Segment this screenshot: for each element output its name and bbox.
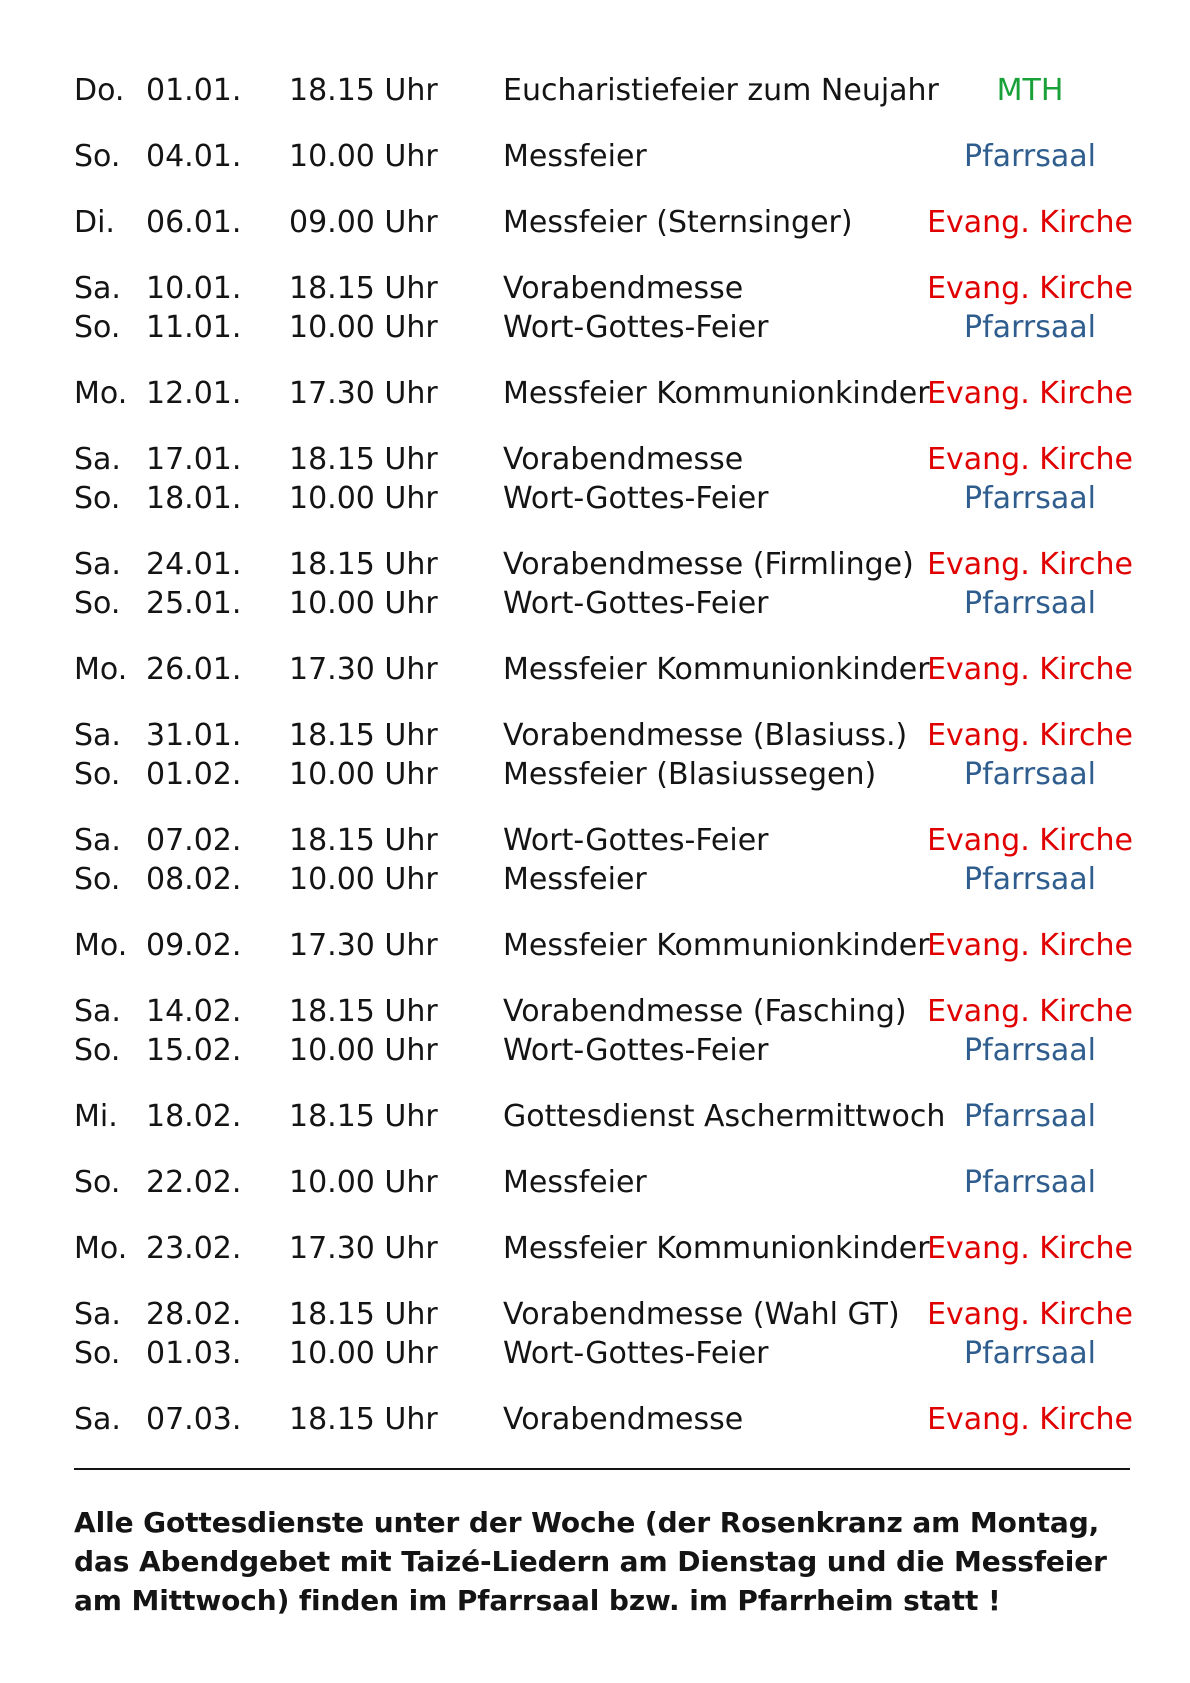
schedule-group [74, 71, 1134, 110]
date-cell: 07.03. [146, 1402, 242, 1437]
date-cell: 10.01. [146, 271, 242, 306]
schedule-group [74, 1400, 1134, 1439]
weekday-cell: So. [74, 586, 121, 621]
location-cell: Pfarrsaal [964, 586, 1096, 621]
event-cell: Eucharistiefeier zum Neujahr [503, 73, 939, 108]
weekday-cell: Mi. [74, 1099, 118, 1134]
location-cell: Evang. Kirche [927, 376, 1133, 411]
location-cell: Evang. Kirche [927, 205, 1133, 240]
time-cell: 17.30 Uhr [289, 376, 438, 411]
location-cell: Pfarrsaal [964, 1165, 1096, 1200]
schedule-group [74, 926, 1134, 965]
weekday-cell: Sa. [74, 1402, 121, 1437]
event-cell: Messfeier Kommunionkinder [503, 928, 930, 963]
schedule-group [74, 1229, 1134, 1268]
weekday-cell: So. [74, 1165, 121, 1200]
schedule-row [74, 1295, 1134, 1334]
date-cell: 31.01. [146, 718, 242, 753]
date-cell: 09.02. [146, 928, 242, 963]
weekday-cell: So. [74, 862, 121, 897]
weekday-cell: Mo. [74, 928, 128, 963]
schedule-row [74, 860, 1134, 899]
time-cell: 10.00 Uhr [289, 1336, 438, 1371]
schedule-row [74, 650, 1134, 689]
event-cell: Messfeier Kommunionkinder [503, 652, 930, 687]
service-schedule [74, 71, 1134, 1466]
time-cell: 09.00 Uhr [289, 205, 438, 240]
time-cell: 18.15 Uhr [289, 1402, 438, 1437]
date-cell: 14.02. [146, 994, 242, 1029]
event-cell: Wort-Gottes-Feier [503, 586, 769, 621]
weekday-cell: Mo. [74, 652, 128, 687]
schedule-row [74, 755, 1134, 794]
date-cell: 15.02. [146, 1033, 242, 1068]
weekday-cell: So. [74, 310, 121, 345]
time-cell: 17.30 Uhr [289, 1231, 438, 1266]
event-cell: Messfeier [503, 139, 647, 174]
schedule-group [74, 1163, 1134, 1202]
weekday-cell: Sa. [74, 994, 121, 1029]
weekday-cell: Sa. [74, 442, 121, 477]
time-cell: 18.15 Uhr [289, 1297, 438, 1332]
schedule-row [74, 71, 1134, 110]
event-cell: Vorabendmesse [503, 271, 744, 306]
weekday-cell: So. [74, 1033, 121, 1068]
location-cell: MTH [996, 73, 1064, 108]
location-cell: Pfarrsaal [964, 481, 1096, 516]
date-cell: 04.01. [146, 139, 242, 174]
schedule-row [74, 1229, 1134, 1268]
schedule-row [74, 1334, 1134, 1373]
location-cell: Evang. Kirche [927, 271, 1133, 306]
schedule-group [74, 137, 1134, 176]
divider-line [74, 1468, 1130, 1470]
event-cell: Vorabendmesse [503, 442, 744, 477]
event-cell: Messfeier [503, 1165, 647, 1200]
location-cell: Evang. Kirche [927, 442, 1133, 477]
weekday-cell: So. [74, 139, 121, 174]
event-cell: Messfeier (Sternsinger) [503, 205, 853, 240]
schedule-row [74, 1097, 1134, 1136]
event-cell: Vorabendmesse (Fasching) [503, 994, 907, 1029]
time-cell: 18.15 Uhr [289, 823, 438, 858]
schedule-row [74, 203, 1134, 242]
event-cell: Wort-Gottes-Feier [503, 1336, 769, 1371]
time-cell: 10.00 Uhr [289, 1165, 438, 1200]
location-cell: Evang. Kirche [927, 1231, 1133, 1266]
location-cell: Pfarrsaal [964, 1099, 1096, 1134]
schedule-group [74, 992, 1134, 1070]
date-cell: 11.01. [146, 310, 242, 345]
schedule-row [74, 1163, 1134, 1202]
date-cell: 17.01. [146, 442, 242, 477]
location-cell: Evang. Kirche [927, 1402, 1133, 1437]
date-cell: 23.02. [146, 1231, 242, 1266]
location-cell: Pfarrsaal [964, 1336, 1096, 1371]
schedule-row [74, 926, 1134, 965]
time-cell: 10.00 Uhr [289, 310, 438, 345]
event-cell: Messfeier [503, 862, 647, 897]
schedule-row [74, 308, 1134, 347]
location-cell: Evang. Kirche [927, 547, 1133, 582]
location-cell: Evang. Kirche [927, 823, 1133, 858]
schedule-row [74, 269, 1134, 308]
weekday-cell: Sa. [74, 1297, 121, 1332]
time-cell: 10.00 Uhr [289, 481, 438, 516]
schedule-row [74, 821, 1134, 860]
schedule-group [74, 650, 1134, 689]
weekday-cell: So. [74, 757, 121, 792]
time-cell: 17.30 Uhr [289, 652, 438, 687]
date-cell: 26.01. [146, 652, 242, 687]
date-cell: 28.02. [146, 1297, 242, 1332]
time-cell: 18.15 Uhr [289, 1099, 438, 1134]
location-cell: Pfarrsaal [964, 1033, 1096, 1068]
weekday-cell: Sa. [74, 547, 121, 582]
location-cell: Evang. Kirche [927, 718, 1133, 753]
time-cell: 10.00 Uhr [289, 586, 438, 621]
schedule-group [74, 1295, 1134, 1373]
event-cell: Wort-Gottes-Feier [503, 481, 769, 516]
event-cell: Wort-Gottes-Feier [503, 823, 769, 858]
event-cell: Wort-Gottes-Feier [503, 310, 769, 345]
schedule-row [74, 374, 1134, 413]
date-cell: 12.01. [146, 376, 242, 411]
schedule-row [74, 992, 1134, 1031]
location-cell: Evang. Kirche [927, 928, 1133, 963]
time-cell: 18.15 Uhr [289, 271, 438, 306]
weekday-cell: Di. [74, 205, 115, 240]
schedule-group [74, 203, 1134, 242]
date-cell: 24.01. [146, 547, 242, 582]
time-cell: 10.00 Uhr [289, 862, 438, 897]
date-cell: 22.02. [146, 1165, 242, 1200]
location-cell: Pfarrsaal [964, 139, 1096, 174]
schedule-row [74, 545, 1134, 584]
date-cell: 01.01. [146, 73, 242, 108]
weekday-cell: Sa. [74, 718, 121, 753]
date-cell: 07.02. [146, 823, 242, 858]
event-cell: Vorabendmesse (Firmlinge) [503, 547, 914, 582]
time-cell: 18.15 Uhr [289, 73, 438, 108]
schedule-group [74, 374, 1134, 413]
time-cell: 10.00 Uhr [289, 139, 438, 174]
date-cell: 08.02. [146, 862, 242, 897]
location-cell: Pfarrsaal [964, 757, 1096, 792]
schedule-row [74, 137, 1134, 176]
schedule-row [74, 716, 1134, 755]
time-cell: 10.00 Uhr [289, 1033, 438, 1068]
date-cell: 18.02. [146, 1099, 242, 1134]
time-cell: 18.15 Uhr [289, 994, 438, 1029]
location-cell: Pfarrsaal [964, 310, 1096, 345]
footnote-text: Alle Gottesdienste unter der Woche (der Rosenkranz am Montag, das Abendgebet mit Taizé-Liedern am Dienstag und die Messfeier am Mittwoch) finden im Pfarrsaal bzw. im Pfarrheim statt ! [74, 1506, 1107, 1617]
event-cell: Vorabendmesse (Blasiuss.) [503, 718, 908, 753]
schedule-row [74, 479, 1134, 518]
location-cell: Evang. Kirche [927, 994, 1133, 1029]
weekday-cell: Mo. [74, 1231, 128, 1266]
weekday-cell: Do. [74, 73, 125, 108]
date-cell: 06.01. [146, 205, 242, 240]
schedule-group [74, 545, 1134, 623]
event-cell: Messfeier Kommunionkinder [503, 1231, 930, 1266]
schedule-row [74, 1400, 1134, 1439]
schedule-row [74, 440, 1134, 479]
time-cell: 17.30 Uhr [289, 928, 438, 963]
location-cell: Evang. Kirche [927, 652, 1133, 687]
time-cell: 18.15 Uhr [289, 718, 438, 753]
schedule-row [74, 584, 1134, 623]
schedule-group [74, 269, 1134, 347]
event-cell: Wort-Gottes-Feier [503, 1033, 769, 1068]
date-cell: 01.03. [146, 1336, 242, 1371]
event-cell: Vorabendmesse [503, 1402, 744, 1437]
schedule-group [74, 440, 1134, 518]
event-cell: Messfeier (Blasiussegen) [503, 757, 877, 792]
location-cell: Evang. Kirche [927, 1297, 1133, 1332]
weekday-cell: Mo. [74, 376, 128, 411]
event-cell: Messfeier Kommunionkinder [503, 376, 930, 411]
weekday-cell: So. [74, 481, 121, 516]
time-cell: 18.15 Uhr [289, 547, 438, 582]
weekday-cell: So. [74, 1336, 121, 1371]
schedule-group [74, 821, 1134, 899]
event-cell: Gottesdienst Aschermittwoch [503, 1099, 946, 1134]
schedule-group [74, 716, 1134, 794]
event-cell: Vorabendmesse (Wahl GT) [503, 1297, 900, 1332]
schedule-group [74, 1097, 1134, 1136]
location-cell: Pfarrsaal [964, 862, 1096, 897]
date-cell: 18.01. [146, 481, 242, 516]
time-cell: 10.00 Uhr [289, 757, 438, 792]
schedule-row [74, 1031, 1134, 1070]
date-cell: 25.01. [146, 586, 242, 621]
weekday-cell: Sa. [74, 271, 121, 306]
date-cell: 01.02. [146, 757, 242, 792]
time-cell: 18.15 Uhr [289, 442, 438, 477]
weekday-cell: Sa. [74, 823, 121, 858]
